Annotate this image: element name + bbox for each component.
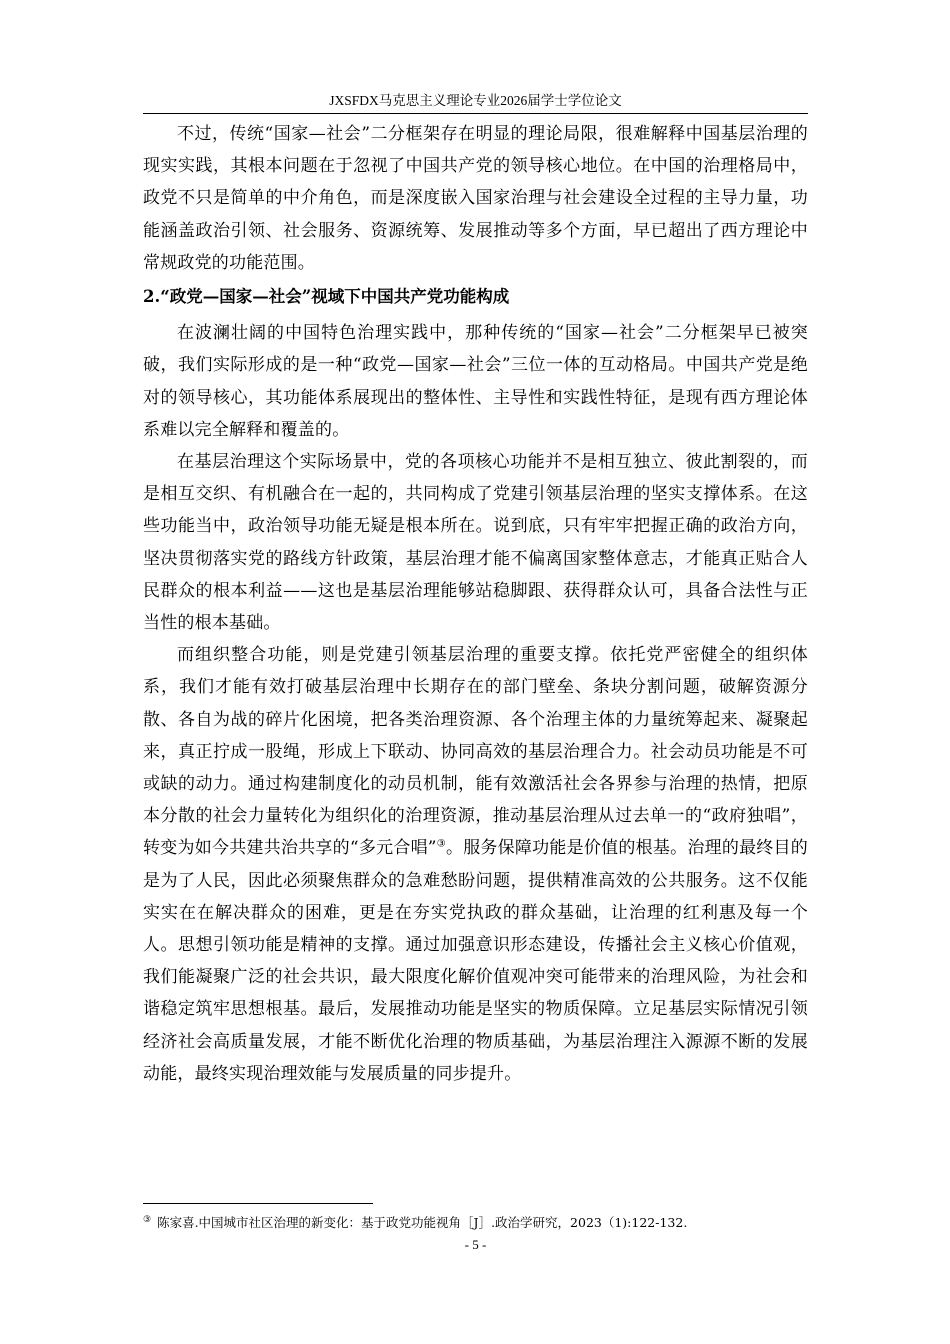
paragraph-4-part-b: 。服务保障功能是价值的根基。治理的最终目的是为了人民，因此必须聚焦群众的急难愁盼问题，提供精准高效的公共服务。这不仅能实实在在解决群众的困难，更是在夯实党执政的群众基础，让治理的红利惠及每一个人。思想引领功能是精神的支撑。通过加强意识形态建设，传播社会主义核心价值观，我们能凝聚广泛的社会共识，最大限度化解价值观冲突可能带来的治理风险，为社会和谐稳定筑牢思想根基。最后，发展推动功能是坚实的物质保障。立足基层实际情况引领经济社会高质量发展，才能不断优化治理的物质基础，为基层治理注入源源不断的发展动能，最终实现治理效能与发展质量的同步提升。 [143, 838, 808, 1084]
paragraph-4-part-a: 而组织整合功能，则是党建引领基层治理的重要支撑。依托党严密健全的组织体系，我们才能有效打破基层治理中长期存在的部门壁垒、条块分割问题，破解资源分散、各自为战的碎片化困境，把各类治理资源、各个治理主体的力量统筹起来、凝聚起来，真正拧成一股绳，形成上下联动、协同高效的基层治理合力。社会动员功能是不可或缺的动力。通过构建制度化的动员机制，能有效激活社会各界参与治理的热情，把原本分散的社会力量转化为组织化的治理资源，推动基层治理从过去单一的“政府独唱”，转变为如今共建共治共享的“多元合唱” [143, 645, 808, 859]
body-text [143, 118, 808, 1090]
paragraph-3: 在基层治理这个实际场景中，党的各项核心功能并不是相互独立、彼此割裂的，而是相互交织、有机融合在一起的，共同构成了党建引领基层治理的坚实支撑体系。在这些功能当中，政治领导功能无疑是根本所在。说到底，只有牢牢把握正确的政治方向，坚决贯彻落实党的路线方针政策，基层治理才能不偏离国家整体意志，才能真正贴合人民群众的根本利益——这也是基层治理能够站稳脚跟、获得群众认可，具备合法性与正当性的根本基础。 [143, 452, 808, 634]
paragraph-4 [143, 639, 808, 1090]
header-rule [143, 113, 808, 114]
footnote-rule [143, 1203, 373, 1204]
paragraph-2: 在波澜壮阔的中国特色治理实践中，那种传统的“国家—社会”二分框架早已被突破，我们实际形成的是一种“政党—国家—社会”三位一体的互动格局。中国共产党是绝对的领导核心，其功能体系展现出的整体性、主导性和实践性特征，是现有西方理论体系难以完全解释和覆盖的。 [143, 323, 808, 440]
footnote-mark: ③ [143, 1215, 152, 1225]
footnote [143, 1211, 808, 1232]
page-number: - 5 - [464, 1237, 487, 1252]
running-header: JXSFDX马克思主义理论专业2026届学士学位论文 [329, 93, 622, 108]
footnote-text: 陈家喜.中国城市社区治理的新变化：基于政党功能视角［J］.政治学研究，2023（1):122-132. [157, 1215, 688, 1231]
footnote-reference[interactable]: ③ [436, 838, 446, 850]
paragraph-1: 不过，传统“国家—社会”二分框架存在明显的理论局限，很难解释中国基层治理的现实实践，其根本问题在于忽视了中国共产党的领导核心地位。在中国的治理格局中，政党不只是简单的中介角色，而是深度嵌入国家治理与社会建设全过程的主导力量，功能涵盖政治引领、社会服务、资源统筹、发展推动等多个方面，早已超出了西方理论中常规政党的功能范围。 [143, 124, 808, 273]
section-heading: 2.“政党—国家—社会”视域下中国共产党功能构成 [143, 287, 510, 307]
